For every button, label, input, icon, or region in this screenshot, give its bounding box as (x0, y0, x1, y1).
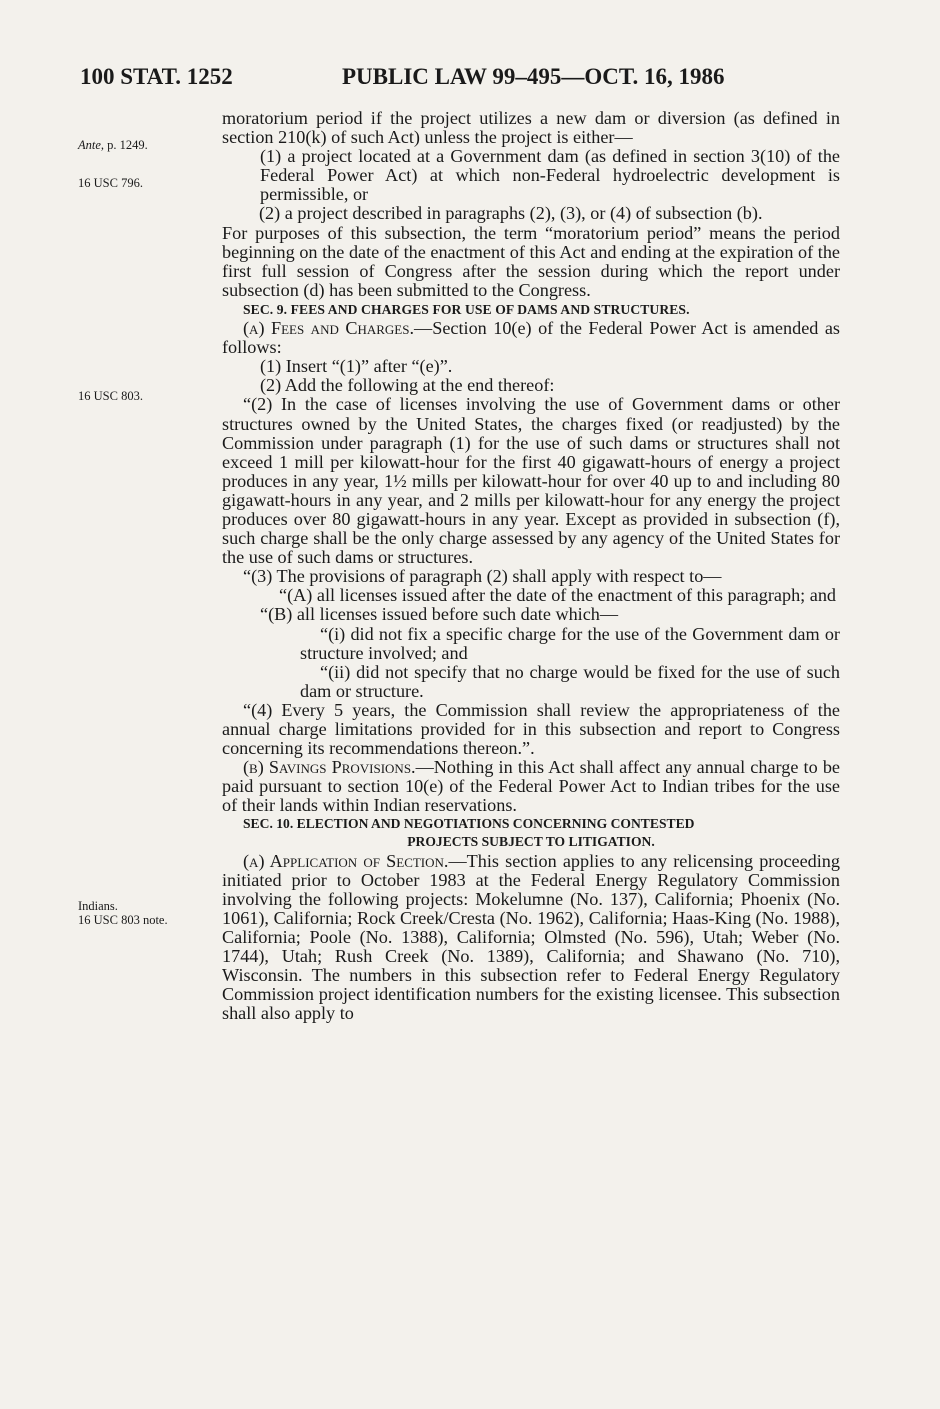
ante-page: p. 1249. (107, 138, 148, 152)
paragraph: “(ii) did not specify that no charge would be fixed for the use of such dam or structure. (300, 661, 840, 701)
paragraph: “(2) In the case of licenses involving the use of Government dams or other structures owned by the United States, the charges fixed (or readjusted) by the Commission under paragraph (1) for the use of such dams or structures shall not exceed 1 mill per kilowatt-hour for the first 40 gigawatt-hours of energy a project produces in any year, 1½ mills per kilowatt-hour for over 40 up to and including 80 gigawatt-hours in any year, and 2 mills per kilowatt-hour for any energy the project produces over 80 gigawatt-hours in any year. Except as provided in subsection (f), such charge shall be the only charge assessed by any agency of the United States for the use of such dams or structures. (222, 394, 840, 568)
paragraph (222, 319, 840, 357)
subsection-heading: (b) Savings Provisions. (243, 757, 416, 778)
paragraph: (2) a project described in paragraphs (2), (3), or (4) of subsection (b). (259, 203, 763, 224)
paragraph-text: —Nothing in this Act shall affect any annual charge to be paid pursuant to section 10(e) of the Federal Power Act to Indian tribes for the use of their lands within Indian reservations. (222, 757, 840, 816)
document-body (222, 109, 840, 1023)
paragraph: “(3) The provisions of paragraph (2) shall apply with respect to— (243, 566, 722, 587)
margin-note-ante (78, 138, 218, 153)
subsection-heading: (a) Fees and Charges. (243, 318, 415, 339)
paragraph: “(4) Every 5 years, the Commission shall review the appropriateness of the annual charge limitations provided for in this subsection and report to Congress concerning its recommendations thereon.”. (222, 699, 840, 759)
section-heading-continued: PROJECTS SUBJECT TO LITIGATION. (407, 834, 655, 850)
section-heading: SEC. 10. ELECTION AND NEGOTIATIONS CONCERNING CONTESTED (243, 816, 695, 832)
paragraph-text: —This section applies to any relicensing proceeding initiated prior to October 1983 at the Federal Energy Regulatory Commission involving the following projects: Mokelumne (No. 137), California; Phoenix (No. 1061), California; Rock Creek/Cresta (No. 1962), California; Haas-King (No. 1988), California; Poole (No. 1388), California; Olmsted (No. 596), Utah; Weber (No. 1744), Utah; Rush Creek (No. 1389), California; and Shawano (No. 710), Wisconsin. The numbers in this subsection refer to Federal Energy Regulatory Commission project identification numbers for the existing licensee. This subsection shall also apply to (222, 850, 840, 1024)
margin-note-indians: Indians. (78, 899, 118, 913)
ante-label: Ante, (78, 138, 105, 152)
paragraph: “(i) did not fix a specific charge for the use of the Government dam or structure involved; and (300, 623, 840, 663)
paragraph: moratorium period if the project utilizes a new dam or diversion (as defined in section 210(k) of such Act) unless the project is either— (222, 108, 840, 148)
law-title: PUBLIC LAW 99–495—OCT. 16, 1986 (342, 64, 725, 89)
section-heading: SEC. 9. FEES AND CHARGES FOR USE OF DAMS AND STRUCTURES. (243, 301, 690, 317)
subsection-heading: (a) Application of Section. (243, 850, 449, 871)
paragraph: (1) Insert “(1)” after “(e)”. (260, 356, 453, 377)
paragraph: (2) Add the following at the end thereof: (260, 375, 555, 396)
statute-page-number: 100 STAT. 1252 (80, 64, 233, 89)
margin-note-usc796: 16 USC 796. (78, 176, 143, 190)
paragraph: “(B) all licenses issued before such date which— (260, 604, 619, 625)
paragraph: (1) a project located at a Government dam (as defined in section 3(10) of the Federal Power Act) at which non-Federal hydroelectric development is permissible, or (260, 146, 840, 205)
paragraph: “(A) all licenses issued after the date of the enactment of this paragraph; and (279, 585, 837, 606)
paragraph (222, 758, 840, 815)
margin-note-usc803-note: 16 USC 803 note. (78, 913, 168, 927)
paragraph (222, 852, 840, 1024)
paragraph: For purposes of this subsection, the term “moratorium period” means the period beginning on the date of the enactment of this Act and ending at the expiration of the first full session of Congress after the session during which the report under subsection (d) has been submitted to the Congress. (222, 222, 840, 300)
margin-note-usc803: 16 USC 803. (78, 389, 143, 403)
page-header (80, 64, 860, 98)
paragraph-text: —Section 10(e) of the Federal Power Act is amended as follows: (222, 318, 840, 358)
